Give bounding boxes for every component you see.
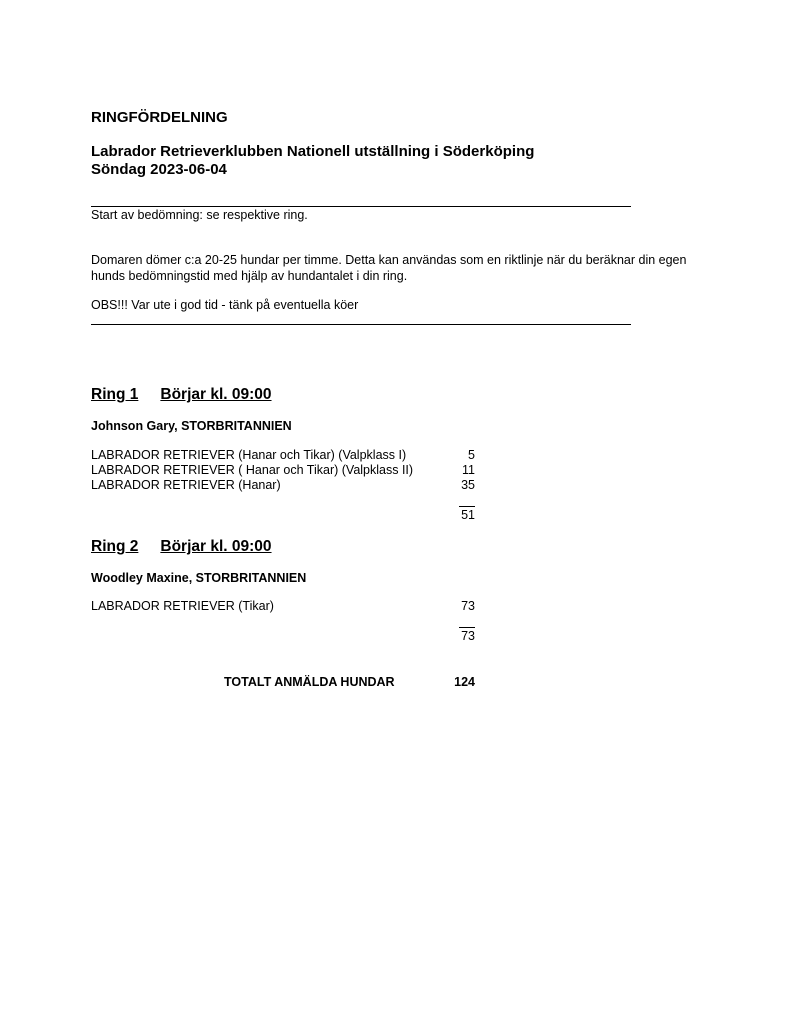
grand-total-label: TOTALT ANMÄLDA HUNDAR (224, 675, 395, 689)
class-count: 5 (468, 448, 475, 462)
class-name: LABRADOR RETRIEVER ( Hanar och Tikar) (Valpklass II) (91, 463, 414, 477)
ring-1-sum-line (459, 506, 475, 507)
page-title: RINGFÖRDELNING (91, 109, 228, 126)
divider-top (91, 206, 631, 207)
ring-1-judge: Johnson Gary, STORBRITANNIEN (91, 419, 292, 433)
class-name: LABRADOR RETRIEVER (Tikar) (91, 599, 274, 613)
class-row (91, 478, 475, 494)
ring-2-start: Börjar kl. 09:00 (160, 538, 272, 555)
class-row (91, 448, 475, 464)
ring-2-judge: Woodley Maxine, STORBRITANNIEN (91, 571, 307, 585)
event-date: Söndag 2023-06-04 (91, 161, 227, 178)
obs-notice: OBS!!! Var ute i god tid - tänk på eventuella köer (91, 298, 359, 312)
start-info: Start av bedömning: se respektive ring. (91, 208, 308, 222)
ring-1-start: Börjar kl. 09:00 (160, 386, 272, 403)
event-title: Labrador Retrieverklubben Nationell utställning i Söderköping (91, 143, 535, 160)
class-count: 11 (462, 463, 475, 477)
class-count: 35 (461, 478, 475, 492)
ring-2-total: 73 (461, 629, 475, 643)
ring-1-heading (91, 386, 272, 404)
ring-1-total: 51 (461, 508, 475, 522)
judging-rate-info: Domaren dömer c:a 20-25 hundar per timme. Detta kan användas som en riktlinje när du beräknar din egen hunds bedömningstid med hjälp av hundantalet i din ring. (91, 253, 687, 283)
divider-bottom (91, 324, 631, 325)
class-name: LABRADOR RETRIEVER (Hanar) (91, 478, 281, 492)
class-row (91, 463, 475, 479)
class-name: LABRADOR RETRIEVER (Hanar och Tikar) (Valpklass I) (91, 448, 407, 462)
class-count: 73 (461, 599, 475, 613)
ring-2-label: Ring 2 (91, 538, 139, 555)
ring-2-heading (91, 538, 272, 556)
ring-2-sum-line (459, 627, 475, 628)
ring-1-label: Ring 1 (91, 386, 139, 403)
grand-total-value: 124 (454, 675, 475, 689)
class-row (91, 599, 475, 615)
